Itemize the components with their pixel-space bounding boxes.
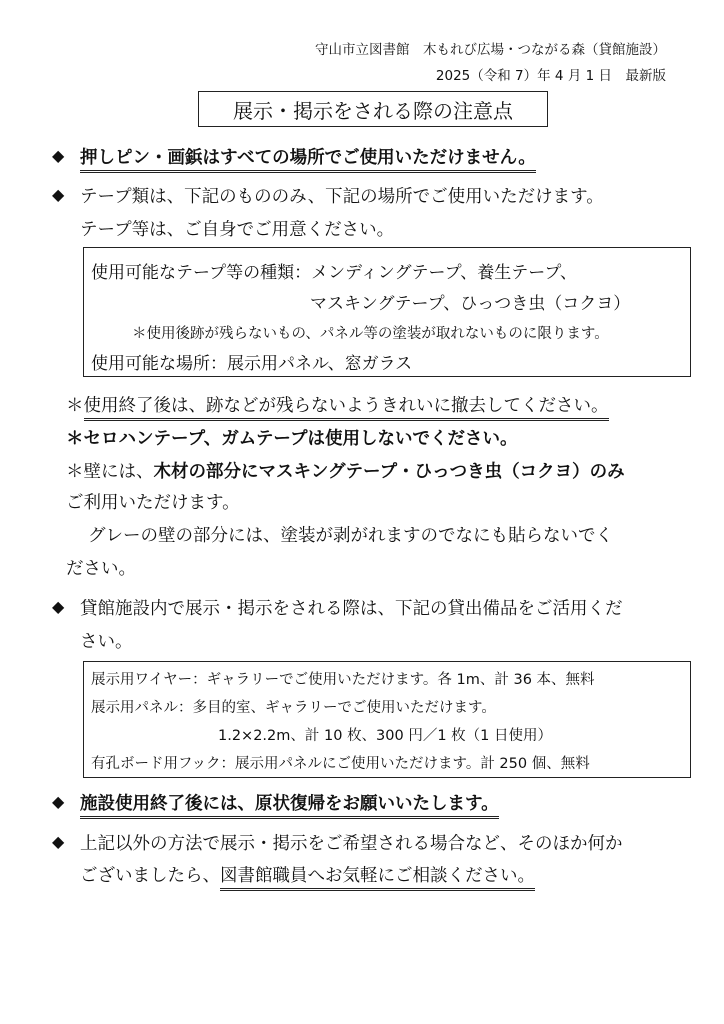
section4-heading xyxy=(80,790,499,815)
diamond-bullet-icon: ◆ xyxy=(52,832,65,851)
section5-line2-a: ございましたら、 xyxy=(80,866,220,886)
note-gray-wall-1: グレーの壁の部分には、塗装が剥がれますのでなにも貼らないでく xyxy=(88,526,613,546)
diamond-bullet-icon: ◆ xyxy=(52,146,65,165)
header-facility: 守山市立図書館 木もれび広場・つながる森（貸館施設） xyxy=(315,42,666,58)
diamond-bullet-icon: ◆ xyxy=(52,792,65,811)
note-gray-wall-2: ださい。 xyxy=(66,559,136,579)
section3-line2: さい。 xyxy=(80,632,133,652)
section1-text: 押しピン・画鋲はすべての場所でご使用いただけません。 xyxy=(80,148,536,173)
note-wall xyxy=(66,458,625,483)
note-remove-text: 使用終了後は、跡などが残らないようきれいに撤去してください。 xyxy=(84,396,609,421)
tape-types-line1: 使用可能なテープ等の種類：メンディングテープ、養生テープ、 xyxy=(91,263,578,283)
equipment-wire: 展示用ワイヤー：ギャラリーでご使用いただけます。各 1m、計 36 本、無料 xyxy=(91,672,595,688)
header-date: 2025（令和 7）年 4 月 1 日 最新版 xyxy=(435,68,666,84)
section2-line2: テープ等は、ご自身でご用意ください。 xyxy=(80,220,395,240)
equipment-panel: 展示用パネル：多目的室、ギャラリーでご使用いただけます。 xyxy=(91,700,496,716)
tape-note: ＊使用後跡が残らないもの、パネル等の塗装が取れないものに限ります。 xyxy=(132,326,609,342)
page-title-text: 展示・掲示をされる際の注意点 xyxy=(233,98,513,123)
page-title xyxy=(198,91,548,127)
note-cellophane: ＊セロハンテープ、ガムテープは使用しないでください。 xyxy=(66,429,518,449)
section2-line1: テープ類は、下記のもののみ、下記の場所でご使用いただけます。 xyxy=(80,187,604,207)
equipment-hook: 有孔ボード用フック：展示用パネルにご使用いただけます。計 250 個、無料 xyxy=(91,756,590,772)
tape-types-line2: マスキングテープ、ひっつき虫（コクヨ） xyxy=(310,294,631,314)
note-remove xyxy=(66,392,609,417)
diamond-bullet-icon: ◆ xyxy=(52,185,65,204)
equipment-box xyxy=(83,661,691,778)
tape-places: 使用可能な場所：展示用パネル、窓ガラス xyxy=(91,354,413,374)
diamond-bullet-icon: ◆ xyxy=(52,597,65,616)
section1-heading xyxy=(80,144,536,169)
equipment-panel-spec: 1.2×2.2m、計 10 枚、300 円／1 枚（1 日使用） xyxy=(218,728,553,744)
note-wall-a: ＊壁には、 xyxy=(66,462,154,482)
section5-line1: 上記以外の方法で展示・掲示をご希望される場合など、そのほか何か xyxy=(80,834,623,854)
note-wall-b: 木材の部分にマスキングテープ・ひっつき虫（コクヨ）のみ xyxy=(153,462,625,482)
section3-line1: 貸館施設内で展示・掲示をされる際は、下記の貸出備品をご活用くだ xyxy=(80,599,623,619)
section5-line2 xyxy=(80,862,535,887)
note-remove-prefix: ＊ xyxy=(66,396,84,416)
tape-info-box xyxy=(83,247,691,377)
note-wall-c: ご利用いただけます。 xyxy=(66,493,240,513)
section4-text: 施設使用終了後には、原状復帰をお願いいたします。 xyxy=(80,794,499,819)
section5-line2-b: 図書館職員へお気軽にご相談ください。 xyxy=(220,866,535,891)
